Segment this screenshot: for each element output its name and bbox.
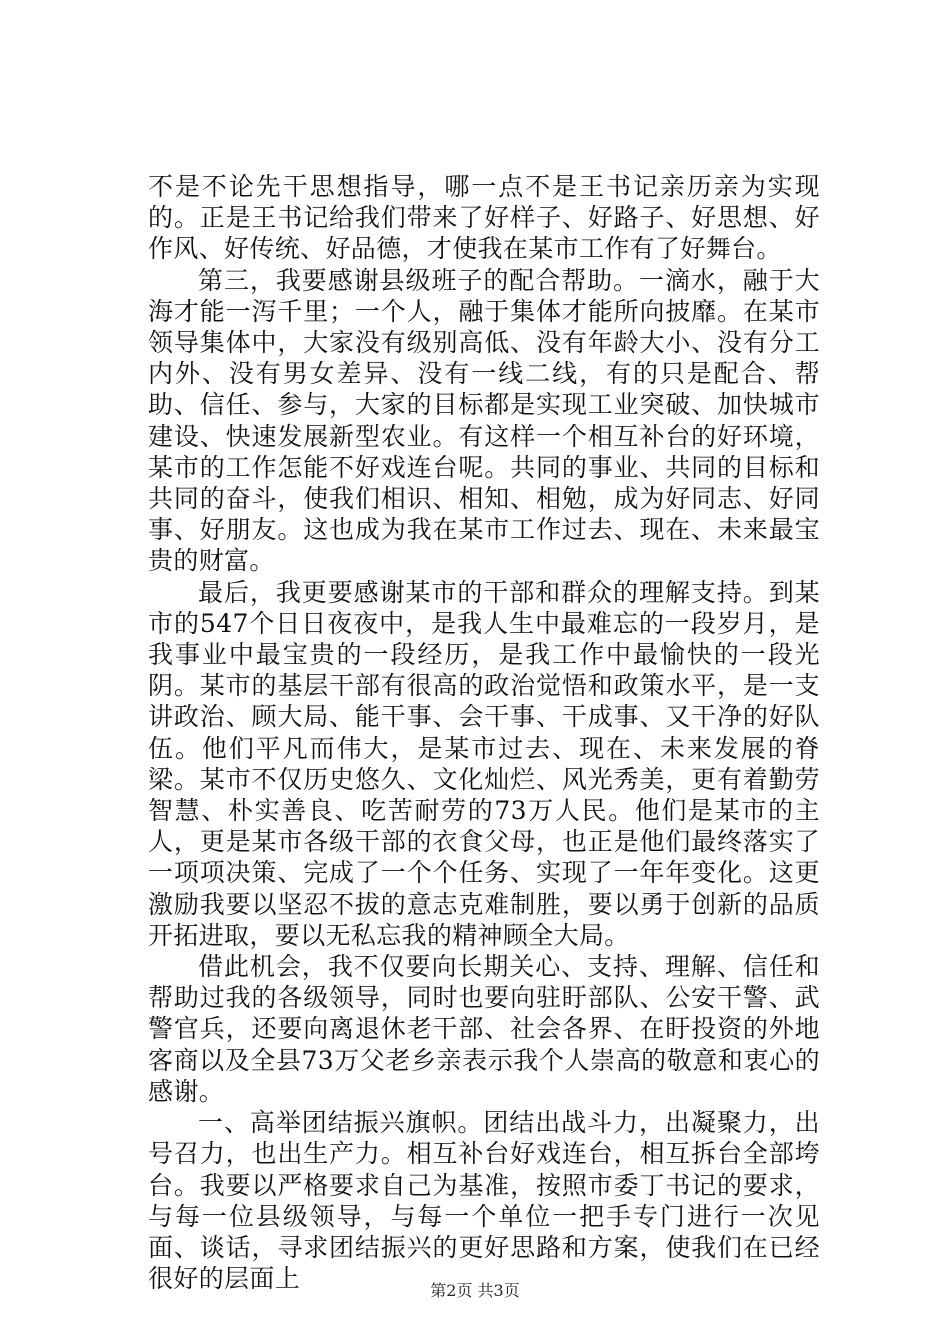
page-number-footer: 第2页 共3页	[430, 1281, 520, 1300]
paragraph-final-thanks: 最后，我更要感谢某市的干部和群众的理解支持。到某市的547个日日夜夜中，是我人生中最难忘的一段岁月，是我事业中最宝贵的一段经历，是我工作中最愉快的一段光阴。某市的基层干部有很高的政治觉悟和政策水平，是一支讲政治、顾大局、能干事、会干事、干成事、又干净的好队伍。他们平凡而伟大，是某市过去、现在、未来发展的脊梁。某市不仅历史悠久、文化灿烂、风光秀美，更有着勤劳智慧、朴实善良、吃苦耐劳的73万人民。他们是某市的主人，更是某市各级干部的衣食父母，也正是他们最终落实了一项项决策、完成了一个个任务、实现了一年年变化。这更激励我要以坚忍不拔的意志克难制胜，要以勇于创新的品质开拓进取，要以无私忘我的精神顾全大局。	[148, 577, 820, 950]
paragraph-gratitude: 借此机会，我不仅要向长期关心、支持、理解、信任和帮助过我的各级领导，同时也要向驻盱部队、公安干警、武警官兵，还要向离退休老干部、社会各界、在盱投资的外地客商以及全县73万父老乡亲表示我个人崇高的敬意和衷心的感谢。	[148, 952, 820, 1106]
paragraph-continuation: 不是不论先干思想指导，哪一点不是王书记亲历亲为实现的。正是王书记给我们带来了好样子、好路子、好思想、好作风、好传统、好品德，才使我在某市工作有了好舞台。	[148, 172, 820, 264]
paragraph-unity-banner: 一、高举团结振兴旗帜。团结出战斗力，出凝聚力，出号召力，也出生产力。相互补台好戏连台，相互拆台全部垮台。我要以严格要求自己为基准，按照市委丁书记的要求，与每一位县级领导，与每一个单位一把手专门进行一次见面、谈话，寻求团结振兴的更好思路和方案，使我们在已经很好的层面上	[148, 1108, 820, 1294]
paragraph-third-thanks: 第三，我要感谢县级班子的配合帮助。一滴水，融于大海才能一泻千里；一个人，融于集体才能所向披靡。在某市领导集体中，大家没有级别高低、没有年龄大小、没有分工内外、没有男女差异、没有一线二线，有的只是配合、帮助、信任、参与，大家的目标都是实现工业突破、加快城市建设、快速发展新型农业。有这样一个相互补台的好环境，某市的工作怎能不好戏连台呢。共同的事业、共同的目标和共同的奋斗，使我们相识、相知、相勉，成为好同志、好同事、好朋友。这也成为我在某市工作过去、现在、未来最宝贵的财富。	[148, 265, 820, 576]
document-body	[148, 171, 820, 1294]
